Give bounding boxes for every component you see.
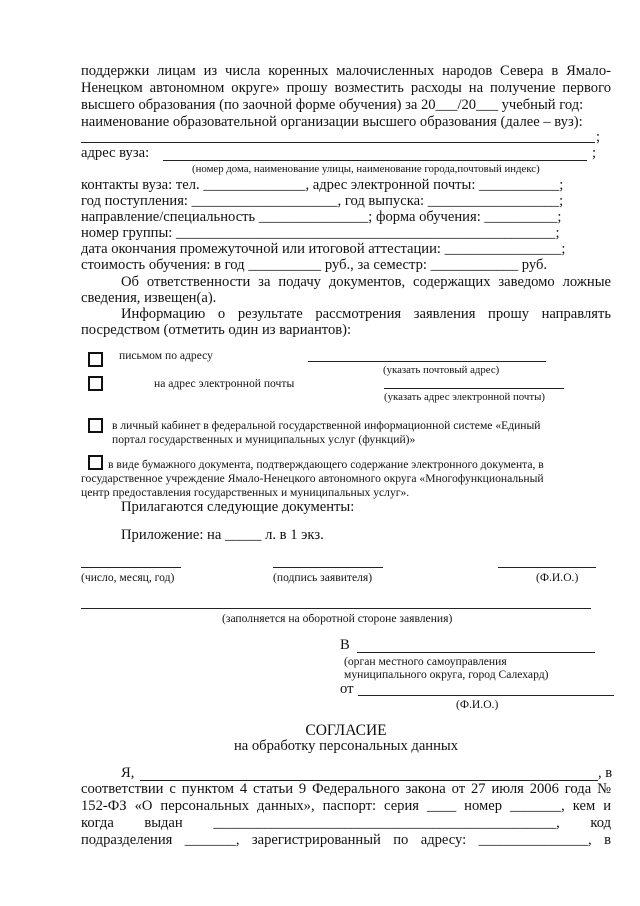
intro-line-2: Ненецком автономном округе» прошу возместить расходы на получение первого xyxy=(81,80,611,96)
cabinet-line-1: в личный кабинет в федеральной государственной информационной системе «Единый xyxy=(112,419,541,432)
years-line[interactable]: год поступления: ____________________, год выпуска: __________________; xyxy=(81,193,564,209)
fio-line[interactable] xyxy=(498,567,596,568)
address-hint: (номер дома, наименование улицы, наименование города,почтовый индекс) xyxy=(192,163,540,175)
consent-line-5[interactable]: подразделения _______, зарегистрированный по адресу: _______________, в xyxy=(81,832,611,848)
address-line[interactable] xyxy=(163,160,587,161)
info-line-1: Информацию о результате рассмотрения заявления прошу направлять xyxy=(121,306,611,322)
consent-i-end: , в xyxy=(598,765,613,781)
email-checkbox[interactable] xyxy=(88,376,103,391)
cost-line[interactable]: стоимость обучения: в год __________ руб., за семестр: ____________ руб. xyxy=(81,257,548,273)
mail-option-label: письмом по адресу xyxy=(119,349,213,362)
signature-line[interactable] xyxy=(273,567,383,568)
intro-line-1: поддержки лицам из числа коренных малочисленных народов Севера в Ямало- xyxy=(81,63,611,79)
mail-checkbox[interactable] xyxy=(88,352,103,367)
addressee-from: от xyxy=(340,681,354,697)
date-caption: (число, месяц, год) xyxy=(81,571,175,584)
info-line-2: посредством (отметить один из вариантов): xyxy=(81,322,352,338)
paper-line-3: центр предоставления государственных и муниципальных услуг». xyxy=(81,486,410,499)
appendix-line[interactable]: Приложение: на _____ л. в 1 экз. xyxy=(121,527,324,543)
addressee-fio: (Ф.И.О.) xyxy=(456,698,499,711)
addressee-to-line[interactable] xyxy=(357,652,595,653)
paper-line-2: государственное учреждение Ямало-Ненецкого автономного округа «Многофункциональный xyxy=(81,472,544,485)
reverse-note: (заполняется на оборотной стороне заявления) xyxy=(222,612,453,625)
contacts-line[interactable]: контакты вуза: тел. ______________, адрес электронной почты: ___________; xyxy=(81,177,564,193)
direction-line[interactable]: направление/специальность _______________; форма обучения: __________; xyxy=(81,209,562,225)
date-line[interactable] xyxy=(81,567,181,568)
address-end: ; xyxy=(592,145,597,161)
paper-checkbox[interactable] xyxy=(88,455,103,470)
addressee-from-line[interactable] xyxy=(358,695,614,696)
responsibility-line-2: сведения, извещен(а). xyxy=(81,290,217,306)
exam-date-line[interactable]: дата окончания промежуточной или итоговой аттестации: ________________; xyxy=(81,241,566,257)
responsibility-line-1: Об ответственности за подачу документов, содержащих заведомо ложные xyxy=(121,274,611,290)
group-line[interactable]: номер группы: ____________________________________________________; xyxy=(81,225,560,241)
email-option-label: на адрес электронной почты xyxy=(154,377,295,390)
cabinet-line-2: портал государственных и муниципальных услуг (функций)» xyxy=(112,433,416,446)
fio-caption: (Ф.И.О.) xyxy=(536,571,579,584)
mail-hint: (указать почтовый адрес) xyxy=(383,364,500,376)
cabinet-checkbox[interactable] xyxy=(88,418,103,433)
consent-line-4[interactable]: когда выдан _______________________________________________, код xyxy=(81,815,611,831)
university-name-line[interactable] xyxy=(81,142,595,143)
addressee-hint-1: (орган местного самоуправления xyxy=(344,655,507,668)
paper-line-1: в виде бумажного документа, подтверждающего содержание электронного документа, в xyxy=(108,458,544,471)
separator-line xyxy=(81,608,591,609)
consent-line-2: соответствии с пунктом 4 статьи 9 Федерального закона от 27 июля 2006 года № xyxy=(81,781,611,797)
address-label: адрес вуза: xyxy=(81,145,150,161)
consent-line-3[interactable]: 152-ФЗ «О персональных данных», паспорт: серия ____ номер _______, кем и xyxy=(81,798,611,814)
intro-line-3: высшего образования (по заочной форме обучения) за 20___/20___ учебный год: xyxy=(81,97,584,113)
intro-line-5-end: ; xyxy=(596,129,601,145)
consent-i: Я, xyxy=(121,765,135,781)
email-address-line[interactable] xyxy=(384,388,564,389)
email-hint: (указать адрес электронной почты) xyxy=(384,391,545,403)
addressee-to: В xyxy=(340,637,350,653)
intro-line-4: наименование образовательной организации высшего образования (далее – вуз): xyxy=(81,114,583,130)
consent-subtitle: на обработку персональных данных xyxy=(233,738,459,754)
mail-address-line[interactable] xyxy=(308,361,546,362)
addressee-hint-2: муниципального округа, город Салехард) xyxy=(344,668,549,681)
consent-title: СОГЛАСИЕ xyxy=(305,722,387,739)
signature-caption: (подпись заявителя) xyxy=(273,571,373,584)
attached-header: Прилагаются следующие документы: xyxy=(121,499,355,515)
